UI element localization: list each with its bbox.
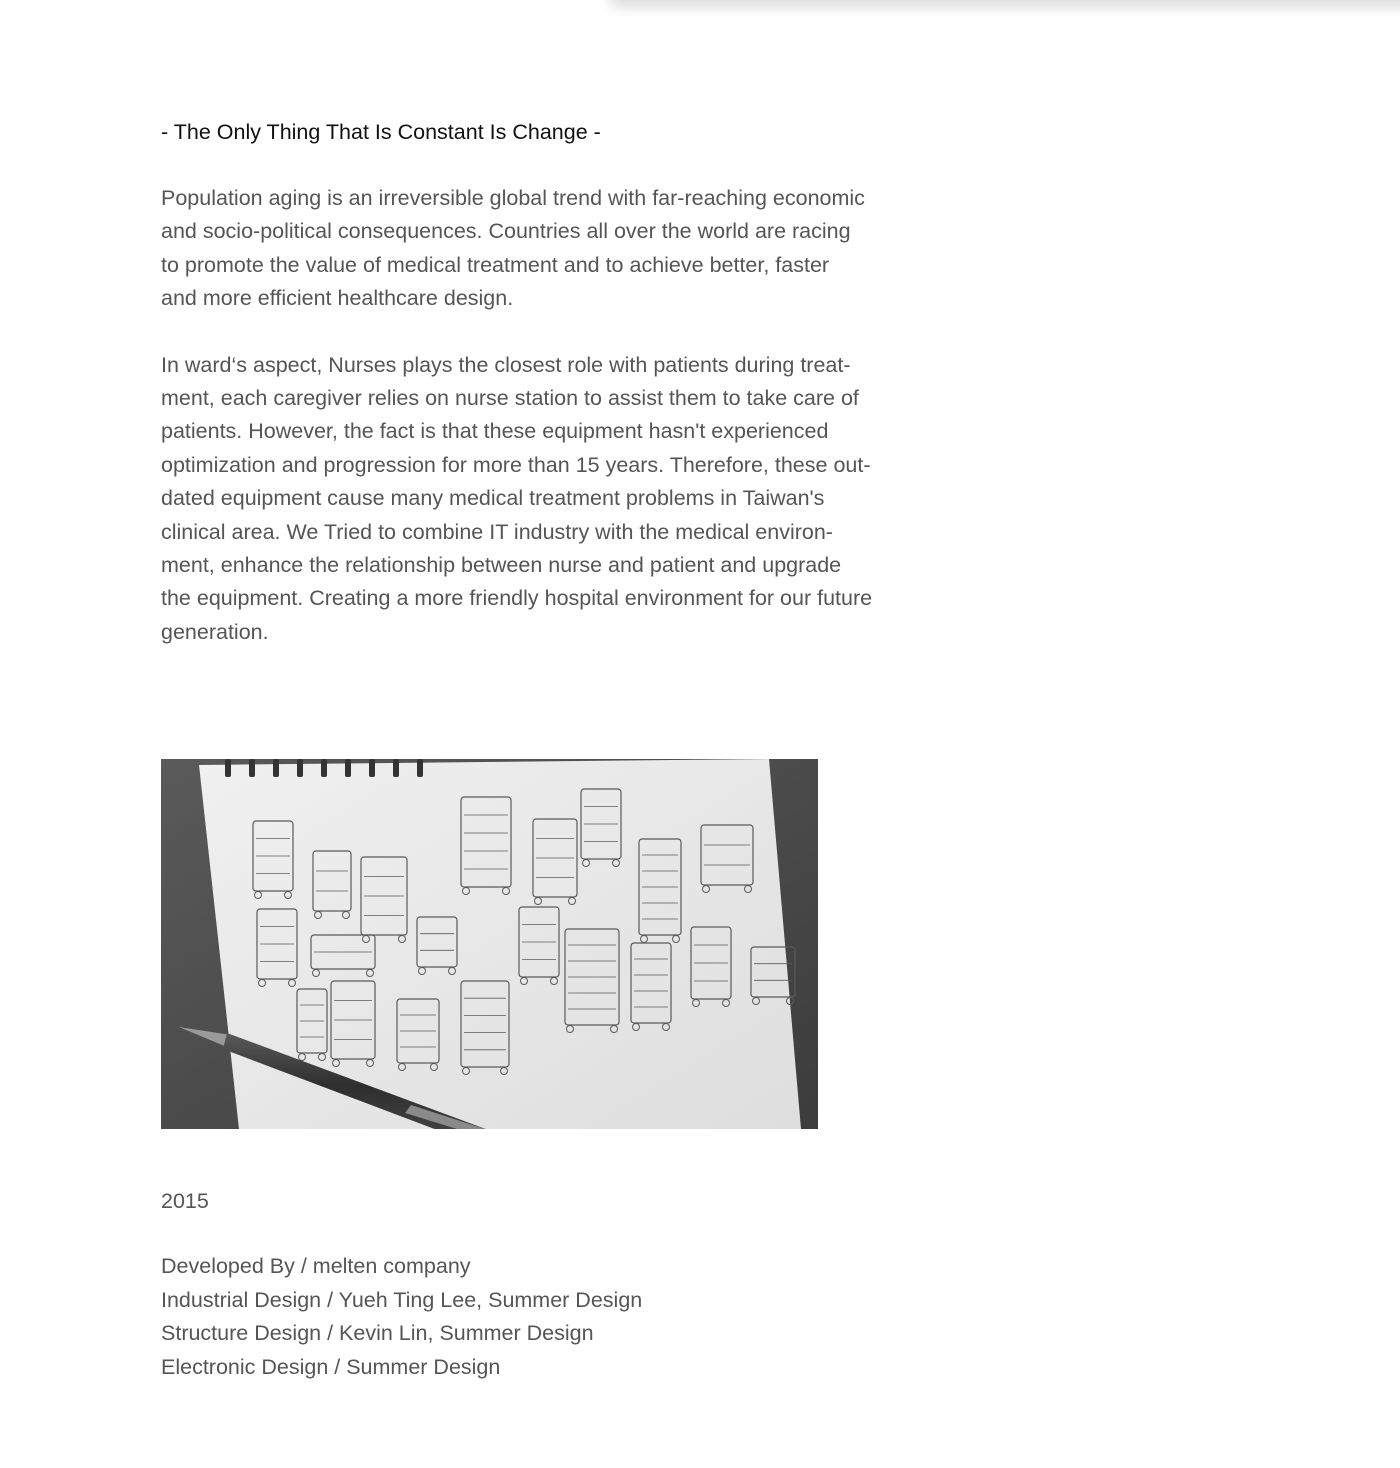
text-line: to promote the value of medical treatment and to achieve better, faster [161, 252, 830, 277]
sketch-illustration [161, 759, 818, 1129]
credit-industrial-design: Industrial Design / Yueh Ting Lee, Summer Design [161, 1287, 643, 1312]
binding-ring [249, 759, 255, 777]
text-line: generation. [161, 619, 269, 644]
sketchbook-photo [161, 759, 818, 1129]
binding-ring [393, 759, 399, 777]
text-line: In ward‘s aspect, Nurses plays the closest role with patients during treat- [161, 352, 851, 377]
paragraph-nurses [161, 349, 961, 650]
text-line: Population aging is an irreversible global trend with far-reaching economic [161, 186, 865, 210]
binding-ring [321, 759, 327, 777]
article-subtitle: - The Only Thing That Is Constant Is Change - [161, 120, 601, 144]
text-line: dated equipment cause many medical treatment problems in Taiwan's [161, 486, 825, 511]
text-line: clinical area. We Tried to combine IT industry with the medical environ- [161, 519, 833, 544]
binding-ring [369, 759, 375, 777]
credit-electronic-design: Electronic Design / Summer Design [161, 1354, 501, 1379]
text-line: and socio-political consequences. Countries all over the world are racing [161, 219, 851, 244]
paragraph-aging [161, 182, 961, 316]
text-line: the equipment. Creating a more friendly hospital environment for our future [161, 586, 873, 611]
text-line: patients. However, the fact is that these equipment hasn't experienced [161, 419, 829, 444]
text-line: and more efficient healthcare design. [161, 286, 514, 311]
credits-list [161, 1250, 642, 1384]
binding-ring [417, 759, 423, 777]
binding-ring [345, 759, 351, 777]
binding-ring [297, 759, 303, 777]
binding-ring [225, 759, 231, 777]
credit-structure-design: Structure Design / Kevin Lin, Summer Design [161, 1321, 594, 1345]
credit-developer: Developed By / melten company [161, 1254, 471, 1278]
text-line: ment, enhance the relationship between nurse and patient and upgrade [161, 553, 842, 578]
text-line: ment, each caregiver relies on nurse station to assist them to take care of [161, 386, 859, 411]
project-year: 2015 [161, 1189, 209, 1213]
article-body [161, 115, 961, 649]
binding-ring [273, 759, 279, 777]
text-line: optimization and progression for more than 15 years. Therefore, these out- [161, 452, 871, 477]
spiral-binding [225, 759, 423, 777]
